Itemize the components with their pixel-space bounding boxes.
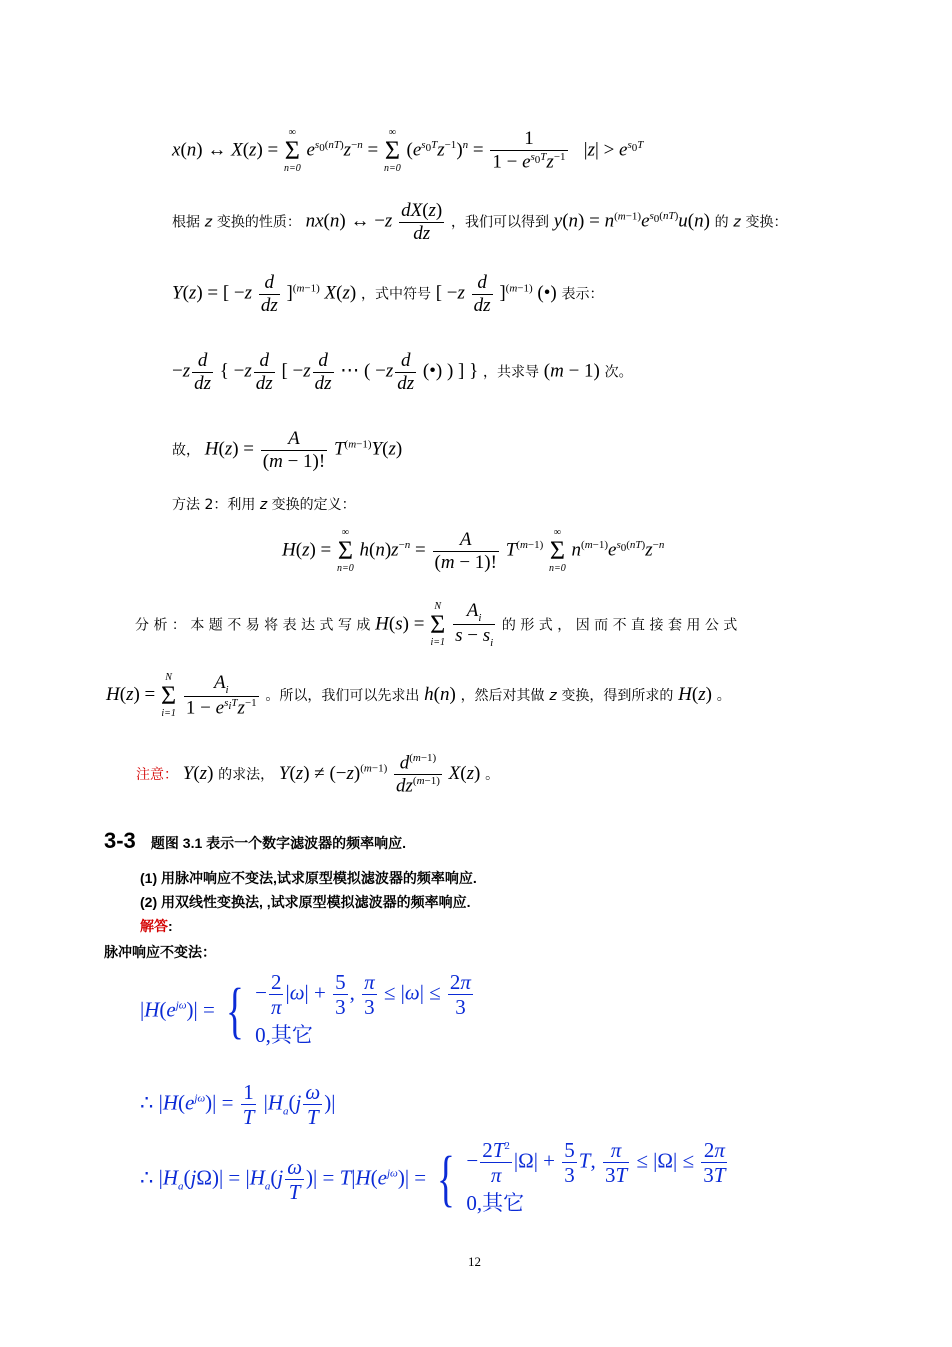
note-label: 注意：	[136, 767, 178, 784]
analog-piecewise: ∴ $|H_a(j\Omega)| = |H_a(j$ $\frac{\omega}{T}$ )| = $T|H(e^{j\omega})|$ = { − $\frac{2T^2}{\pi}$ |Ω| + $\frac{5}{3}$ T, $\frac{\pi}{3T}$ ≤ |Ω| ≤ $\frac{2\pi}{3T}$ 0,其它	[140, 1138, 729, 1221]
note-end: 。	[485, 767, 500, 784]
analysis2-d: 。	[716, 688, 731, 705]
definition-equation: H(z) = ∞ Σ n=0 $h(n)z^{-n}$ = $\frac{A}{(m - 1)!}$ $T^{(m-1)}$ ∞ Σ n=0 $n^{(m-1)}e^{s_0(nT)}z^{-n}$	[282, 527, 665, 574]
operator-end: 表示：	[561, 286, 604, 303]
method-heading: 脉冲响应不变法：	[104, 944, 216, 960]
operator-line: Y(z) = [ −z $\frac{d}{dz}$ ]$^{(m-1)}$ X(z) ，式中符号 [ −z $\frac{d}{dz}$ ]$^{(m-1)}$ (•) 表示：	[172, 272, 604, 316]
property-prefix: 根据	[172, 214, 200, 231]
answer-label: 解答	[140, 918, 168, 934]
nested-times: 次。	[604, 364, 633, 381]
property-obtain: ，我们可以得到	[451, 214, 549, 231]
note-line: 注意： Y(z) 的求法， $Y(z) \ne (-z)^{(m-1)}$ $\frac{d^{(m-1)}}{dz^{(m-1)}}$ X(z) 。	[136, 752, 500, 797]
answer-line	[140, 916, 173, 936]
method2-line	[172, 494, 356, 514]
operator-mid: ，式中符号	[360, 286, 431, 303]
problem-number: 3-3	[104, 828, 136, 853]
result-line: 故， H(z) = $\frac{A}{(m - 1)!}$ $T^{(m-1)}Y(z)$	[172, 428, 403, 472]
property-suffix: 的	[714, 214, 729, 231]
problem-heading	[104, 828, 406, 854]
problem-item-2: (2) 用双线性变换法, ,试求原型模拟滤波器的频率响应.	[140, 894, 471, 910]
property-end: 变换：	[745, 214, 788, 231]
result-gu: 故，	[172, 442, 200, 459]
method2-z: z	[259, 497, 268, 513]
property-line: 根据 z 变换的性质： nx(n) ↔ −z $\frac{dX(z)}{dz}$ ，我们可以得到 $y(n) = n^{(m-1)}e^{s_0(nT)}u(n)$ 的 z 变换：	[172, 200, 788, 244]
analysis2-b: ，然后对其做	[460, 688, 545, 705]
method2-a: 方法 2：利用	[172, 497, 256, 513]
analysis2-a: 。所以，我们可以先求出	[265, 688, 420, 705]
analysis-b: 的 形 式 ， 因 而 不 直 接 套 用 公 式	[501, 617, 738, 634]
magnitude-piecewise: $|H(e^{j\omega})|$ = { − $\frac{2}{\pi}$ |ω| + $\frac{5}{3}$ , $\frac{\pi}{3}$ ≤ |ω| ≤ $\frac{2\pi}{3}$ 0,其它	[140, 970, 475, 1053]
method2-b: 变换的定义：	[271, 497, 356, 513]
property-mid: 变换的性质：	[216, 214, 301, 231]
property-z: z	[204, 214, 213, 231]
answer-colon: :	[168, 918, 173, 934]
property-z2: z	[733, 214, 741, 231]
analysis-line-1: 分 析 ： 本 题 不 易 将 表 达 式 写 成 H(s) = N Σ i=1 $\frac{A_i}{s - s_i}$ 的 形 式 ， 因 而 不 直 接 套 用 公 式	[135, 600, 738, 650]
problem-item-1: (1) 用脉冲响应不变法,试求原型模拟滤波器的频率响应.	[140, 870, 477, 886]
equation-z-transform-sum: x(n) ↔ X(z) = ∞ Σ n=0 $e^{s_0(nT)}z^{-n}$ = ∞ Σ n=0 $(e^{s_0T}z^{-1})^n$ = $\frac{1}{1 - e^{s_0T}z^{-1}}$ $|z| > e^{s_0T}$	[172, 127, 644, 174]
analysis-a: 分 析 ： 本 题 不 易 将 表 达 式 写 成	[135, 617, 371, 634]
analysis2-z: z	[549, 688, 557, 705]
analysis-line-2: H(z) = N Σ i=1 $\frac{A_i}{1 - e^{s_iT}z^{-1}}$ 。所以，我们可以先求出 h(n) ，然后对其做 z 变换，得到所求的 H(z) 。	[106, 671, 731, 719]
impulse-invariance-relation: ∴ $|H(e^{j\omega})|$ = $\frac{1}{T}$ $|H_a(j$ $\frac{\omega}{T}$ )|	[140, 1080, 336, 1130]
nested-end: ，共求导	[483, 364, 539, 381]
note-a: 的求法，	[218, 767, 275, 784]
analysis2-c: 变换，得到所求的	[561, 688, 674, 705]
nested-derivative-line: −z $\frac{d}{dz}$ { −z $\frac{d}{dz}$ [ −z $\frac{d}{dz}$ ⋯ ( −z $\frac{d}{dz}$ (•) ) ] } ，共求导 (m − 1) 次。	[172, 350, 633, 394]
case-other-2: 0,其它	[466, 1191, 525, 1216]
problem-title: 题图 3.1 表示一个数字滤波器的频率响应.	[150, 835, 407, 851]
page-number: 12	[468, 1254, 481, 1269]
case-other-1: 0,其它	[255, 1023, 313, 1048]
